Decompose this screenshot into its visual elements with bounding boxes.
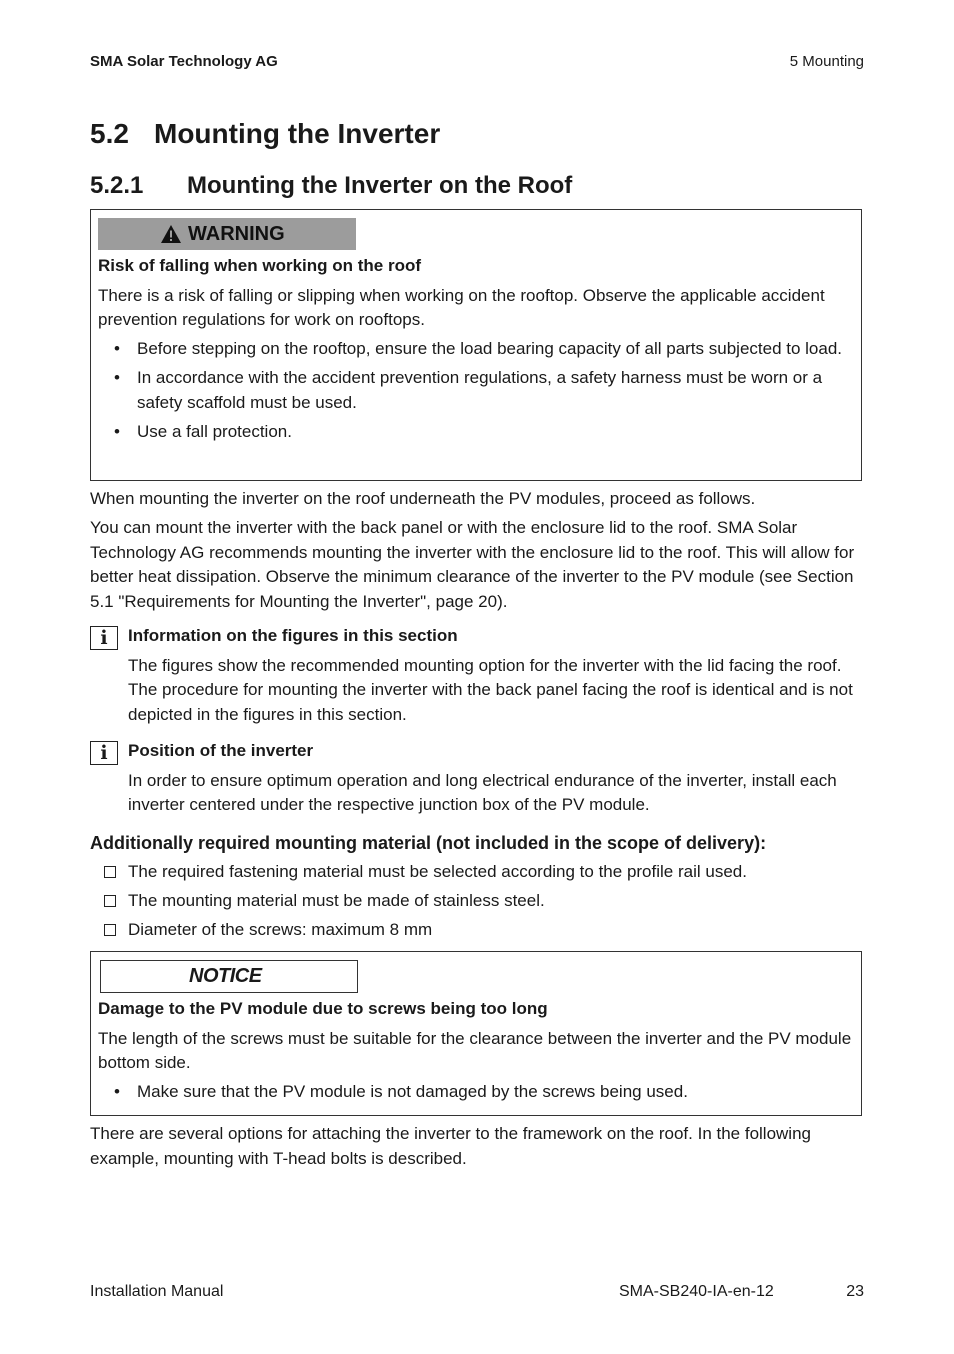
warning-label-text: WARNING bbox=[188, 223, 285, 245]
checkbox-icon bbox=[104, 924, 116, 936]
list-item: • Use a fall protection. bbox=[98, 420, 854, 445]
header-chapter: 5 Mounting bbox=[789, 53, 864, 70]
info-block-position bbox=[90, 739, 864, 818]
list-item: • In accordance with the accident prevention regulations, a safety harness must be worn or a safety scaffold must be used. bbox=[98, 366, 854, 415]
list-item: • Before stepping on the rooftop, ensure the load bearing capacity of all parts subjected to load. bbox=[98, 337, 854, 362]
info-title: Information on the figures in this section bbox=[128, 626, 458, 645]
warning-box bbox=[90, 209, 862, 481]
warning-label bbox=[98, 218, 356, 250]
section-heading bbox=[90, 114, 440, 154]
checklist-item bbox=[90, 918, 747, 947]
checkbox-icon bbox=[104, 895, 116, 907]
footer-doc-id: SMA-SB240-IA-en-12 bbox=[619, 1283, 774, 1300]
subsection-heading bbox=[90, 170, 572, 202]
subsection-number: 5.2.1 bbox=[90, 172, 144, 199]
info-title: Position of the inverter bbox=[128, 741, 314, 760]
footer-manual: Installation Manual bbox=[90, 1283, 224, 1300]
requirements-heading: Additionally required mounting material (not included in the scope of delivery): bbox=[90, 833, 767, 853]
checklist-item bbox=[90, 889, 747, 918]
warning-bullet-list bbox=[98, 337, 854, 445]
checklist-item-text: The mounting material must be made of stainless steel. bbox=[128, 891, 545, 910]
warning-triangle-icon bbox=[160, 224, 182, 244]
warning-title: Risk of falling when working on the roof bbox=[98, 256, 421, 275]
requirements-checklist bbox=[90, 860, 747, 947]
notice-label: NOTICE bbox=[100, 960, 358, 993]
checklist-item-text: Diameter of the screws: maximum 8 mm bbox=[128, 920, 433, 939]
info-text: In order to ensure optimum operation and long electrical endurance of the inverter, install each inverter centered under the respective junction box of the PV module. bbox=[128, 770, 837, 814]
notice-box bbox=[90, 951, 862, 1116]
intro-paragraph: When mounting the inverter on the roof underneath the PV modules, proceed as follows. bbox=[90, 489, 756, 508]
footer-page-number: 23 bbox=[846, 1283, 864, 1300]
notice-text: The length of the screws must be suitable for the clearance between the inverter and the PV module bottom side. bbox=[98, 1028, 852, 1072]
notice-bullet-list bbox=[98, 1080, 854, 1105]
list-item: • Make sure that the PV module is not damaged by the screws being used. bbox=[98, 1080, 854, 1105]
section-number: 5.2 bbox=[90, 118, 129, 149]
info-text: The figures show the recommended mounting option for the inverter with the lid facing the roof. The procedure for mounting the inverter with the back panel facing the roof is identical and is not depicted in the figures in this section. bbox=[128, 655, 853, 724]
info-icon: i bbox=[90, 626, 118, 650]
header-company: SMA Solar Technology AG bbox=[90, 53, 278, 70]
closing-paragraph: There are several options for attaching the inverter to the framework on the roof. In the following example, mounting with T-head bolts is described. bbox=[90, 1124, 811, 1168]
info-icon: i bbox=[90, 741, 118, 765]
section-title: Mounting the Inverter bbox=[154, 118, 441, 149]
info-block-figures bbox=[90, 624, 864, 727]
checklist-item bbox=[90, 860, 747, 889]
checkbox-icon bbox=[104, 866, 116, 878]
checklist-item-text: The required fastening material must be selected according to the profile rail used. bbox=[128, 862, 747, 881]
warning-text: There is a risk of falling or slipping when working on the rooftop. Observe the applicable accident prevention regulations for work on rooftops. bbox=[98, 285, 825, 329]
notice-title: Damage to the PV module due to screws being too long bbox=[98, 999, 548, 1018]
mounting-paragraph: You can mount the inverter with the back panel or with the enclosure lid to the roof. SMA Solar Technology AG recommends mounting the inverter with the enclosure lid to the roof. This will allow for better heat dissipation. Observe the minimum clearance of the inverter to the PV module (see Section 5.1 "Requirements for Mounting the Inverter", page 20). bbox=[90, 518, 855, 611]
subsection-title: Mounting the Inverter on the Roof bbox=[187, 172, 573, 199]
